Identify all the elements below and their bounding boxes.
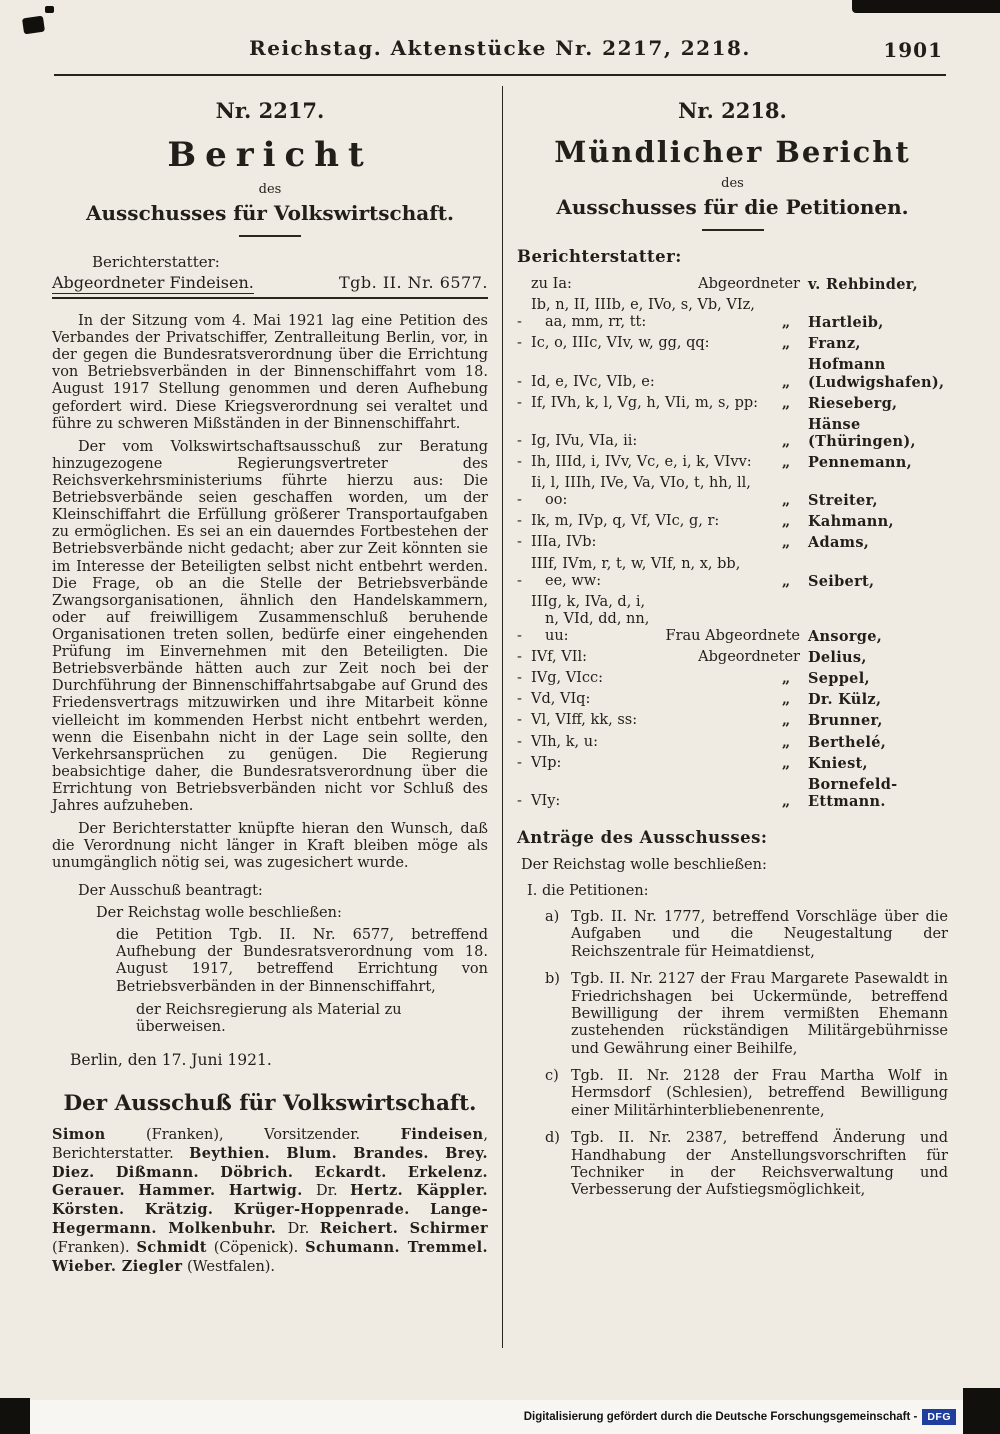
signatory-text: , Berichterstatter. [52,1126,488,1162]
signatory-name: Käppler. [416,1182,488,1200]
assignment-row [517,297,948,331]
assignment-row [517,556,948,590]
two-column-body [52,86,948,1366]
assignment-name-group [764,513,948,530]
scan-artifact [22,16,45,35]
signatory-text: (Westfalen). [182,1258,276,1275]
signatory-name: Schirmer [409,1220,488,1238]
journal-reference: Tgb. II. Nr. 6577. [338,273,488,292]
signatory-name: Simon [52,1125,106,1143]
assignment-name-group [764,454,948,471]
deputy-name: Berthelé, [808,733,887,751]
petition-item [517,1130,948,1200]
petition-letter: c) [545,1068,559,1085]
petition-section-codes: Id, e, IVc, VIb, e: [531,373,655,390]
petition-section-codes: VIh, k, u: [531,733,598,750]
ditto-mark: „ [781,572,791,590]
deputy-name: Brunner, [808,712,883,730]
rapporteur-name: Abgeordneter Findeisen. [52,273,254,292]
committee-signature-title: Der Ausschuß für Volkswirtschaft. [63,1090,477,1116]
signatory-name: Gerauer. [52,1182,139,1200]
decorative-rule [239,235,301,237]
dateline: Berlin, den 17. Juni 1921. [70,1050,272,1069]
petition-section-codes: IIIg, k, IVa, d, i, n, VId, dd, nn, uu: [531,593,650,644]
petition-section-codes: If, IVh, k, l, Vg, h, VIi, m, s, pp: [531,394,759,411]
list-dash: - [517,691,522,708]
list-dash: - [517,754,522,771]
assignment-name-group [666,628,948,645]
committee-name-left: Ausschusses für Volkswirtschaft. [85,201,455,225]
body-paragraph: In der Sitzung vom 4. Mai 1921 lag eine Petition des Verbandes der Privatschiffer, Zentralleitung Berlin, vor, in der gegen die Bundesratsverordnung über die Errichtung von Betriebsverbänden in der Binnenschiffahrt vom 18. August 1917 Stellung genommen und deren Aufhebung gefordert wird. Diese Kriegsverordnung sei veraltet und führe zu schweren Mißständen in der Binnenschiffahrt. [52,313,488,432]
assignment-name-group [764,755,948,772]
signatory-name: Molkenbuhr. [168,1220,288,1238]
signatory-text: (Franken), Vorsitzender. [105,1126,401,1143]
assignment-row [517,395,948,412]
signatory-name: Diez. [52,1163,116,1181]
assignment-row [517,594,948,645]
assignment-row [517,454,948,471]
signatory-name: Körsten. [52,1201,145,1219]
signatory-name: Hammer. [138,1182,229,1200]
assignment-name-group [764,335,948,352]
petition-section-codes: IVf, VIl: [531,649,587,666]
petition-item [517,909,948,961]
deputy-title: Frau Abgeordnete [665,627,800,644]
signatory-name: Lange-Hegermann. [52,1201,488,1238]
signatory-name: Wieber. [52,1257,122,1275]
rapporteur-assignments-list [517,276,948,810]
signatory-text: Dr. [287,1221,320,1238]
signatory-name: Dißmann. [115,1163,221,1181]
assignment-name-group [764,776,948,810]
dfg-logo: DFG [922,1409,956,1425]
deputy-name: Streiter, [808,492,878,510]
petition-text: Tgb. II. Nr. 2387, betreffend Änderung und Handhabung der Anstellungsvorschriften für Techniker in der Reichsverwaltung und Verbesserung der Aufstiegsmöglichkeit, [571,1130,948,1199]
motion-label: Der Ausschuß beantragt: [78,882,263,899]
assignment-name-group [764,670,948,687]
ditto-mark: „ [781,394,791,412]
deputy-name: Pennemann, [808,453,912,471]
assignment-row [517,649,948,666]
signatory-name: Reichert. [319,1220,410,1238]
petitions-list [517,909,948,1200]
petition-section-codes: Ic, o, IIIc, VIv, w, gg, qq: [531,335,710,352]
petition-section-codes: VIy: [531,792,561,809]
column-left [52,86,488,1366]
assignment-name-group [764,734,948,751]
deputy-name: Delius, [808,649,867,667]
assignment-row [517,691,948,708]
assignment-row [517,276,948,293]
ditto-mark: „ [781,754,791,772]
assignment-row [517,776,948,810]
petition-letter: d) [545,1130,560,1147]
petition-section-codes: Vl, VIff, kk, ss: [531,712,638,729]
assignment-name-group [764,395,948,412]
signatory-name: Hertz. [350,1182,417,1200]
signatory-name: Beythien. [189,1144,287,1162]
assignment-row [517,475,948,509]
scan-artifact [852,0,1000,13]
deputy-name: Bornefeld-Ettmann. [808,775,898,810]
signatory-name: Döbrich. [220,1163,315,1181]
rapporteur-label-left: Berichterstatter: [92,253,220,271]
doc-number-2217: Nr. 2217. [215,98,325,123]
petition-section-codes: IIIa, IVb: [531,534,597,551]
column-right [517,86,948,1366]
scan-artifact [0,1398,30,1434]
list-dash: - [517,670,522,687]
list-dash: - [517,733,522,750]
doc-number-2218: Nr. 2218. [678,98,787,123]
page-number: 1901 [883,38,943,62]
petition-section-codes: zu Ia: [531,276,572,292]
ditto-mark: „ [781,492,791,510]
assignment-row [517,513,948,530]
deputy-name: Seibert, [808,572,875,590]
list-dash: - [517,792,522,809]
ditto-mark: „ [781,373,791,391]
ditto-mark: „ [781,513,791,531]
ditto-mark: „ [781,792,791,810]
signatory-text: (Cöpenick). [206,1239,306,1256]
ditto-mark: „ [781,712,791,730]
deputy-name: Hänse (Thüringen), [808,415,916,450]
ditto-mark: „ [781,314,791,332]
list-dash: - [517,492,522,509]
list-dash: - [517,373,522,390]
rapporteur-row [52,273,488,294]
petition-section-codes: Ig, IVu, VIa, ii: [531,432,638,449]
motion-intro-left: Der Reichstag wolle beschließen: [96,904,342,921]
des-line-left: des [258,182,282,197]
signatory-name: Brandes. [353,1144,446,1162]
section-i-heading: I. die Petitionen: [527,882,649,899]
signatories [52,1126,488,1277]
assignment-name-group [698,276,948,293]
page-header [55,36,945,60]
petition-section-codes: Ii, l, IIIh, IVe, Va, VIo, t, hh, ll, oo: [531,475,751,509]
signatory-name: Eckardt. [314,1163,408,1181]
list-dash: - [517,534,522,551]
motions-heading: Anträge des Ausschusses: [517,827,768,847]
list-dash: - [517,572,522,589]
column-divider-rule [502,86,503,1348]
deputy-name: Kahmann, [808,513,894,531]
assignment-name-group [698,649,948,666]
running-head: Reichstag. Aktenstücke Nr. 2217, 2218. [249,36,751,60]
deputy-name: Hofmann (Ludwigshafen), [808,356,945,391]
petition-section-codes: Ih, IIId, i, IVv, Vc, e, i, k, VIvv: [531,453,752,470]
petition-section-codes: Ik, m, IVp, q, Vf, VIc, g, r: [531,513,720,530]
ditto-mark: „ [781,335,791,353]
ditto-mark: „ [781,432,791,450]
signatory-name: Krüger-Hoppenrade. [233,1201,431,1219]
petition-section-codes: Ib, n, II, IIIb, e, IVo, s, Vb, VIz, aa, mm, rr, tt: [531,297,755,331]
motion-item-2: der Reichsregierung als Material zu überweisen. [136,1002,402,1036]
assignment-row [517,712,948,729]
des-line-right: des [721,176,744,191]
motion-intro-right: Der Reichstag wolle beschließen: [521,856,767,873]
rapporteur-label-right: Berichterstatter: [517,247,682,266]
petition-text: Tgb. II. Nr. 2128 der Frau Martha Wolf in Hermsdorf (Schlesien), betreffend Bewilligung einer Militärhinterbliebenenrente, [571,1068,948,1119]
deputy-name: Adams, [808,534,870,552]
petition-item [517,1068,948,1120]
ditto-mark: „ [781,534,791,552]
assignment-row [517,335,948,352]
signatory-name: Tremmel. [407,1238,488,1256]
deputy-name: Franz, [808,335,861,353]
signatory-name: Schumann. [305,1238,408,1256]
deputy-name: Kniest, [808,754,868,772]
assignment-row [517,734,948,751]
signatory-name: Hartwig. [228,1182,317,1200]
body-paragraph: Der Berichterstatter knüpfte hieran den Wunsch, daß die Verordnung nicht länger in Kraft bleiben möge als unumgänglich nötig sei, was zugesichert wurde. [52,821,488,872]
committee-name-right: Ausschusses für die Petitionen. [556,195,909,219]
petition-letter: a) [545,908,560,925]
ditto-mark: „ [781,691,791,709]
assignment-name-group [764,314,948,331]
digitization-credit: Digitalisierung gefördert durch die Deutsche Forschungsgemeinschaft - [523,1411,918,1423]
signatory-name: Ziegler [121,1257,183,1275]
signatory-name: Erkelenz. [407,1163,488,1181]
signatory-name: Findeisen [400,1125,484,1143]
list-dash: - [517,394,522,411]
assignment-row [517,755,948,772]
list-dash: - [517,627,522,644]
decorative-rule [702,229,764,231]
ditto-mark: „ [781,670,791,688]
scan-artifact [45,6,54,13]
petition-item [517,971,948,1058]
scan-artifact [963,1388,1000,1434]
header-rule [54,74,946,76]
deputy-name: Ansorge, [808,627,883,645]
list-dash: - [517,453,522,470]
petition-section-codes: IIIf, IVm, r, t, w, VIf, n, x, bb, ee, ww: [531,555,741,589]
petition-letter: b) [545,971,560,988]
footer [0,1400,1000,1434]
list-dash: - [517,712,522,729]
assignment-row [517,534,948,551]
deputy-name: Dr. Külz, [808,691,882,709]
deputy-name: Seppel, [808,670,870,688]
signatory-name: Krätzig. [144,1201,234,1219]
petition-section-codes: Vd, VIq: [531,691,591,708]
assignment-row [517,416,948,450]
assignment-name-group [764,712,948,729]
assignment-row [517,356,948,390]
body-paragraph: Der vom Volkswirtschaftsausschuß zur Beratung hinzugezogene Regierungsvertreter des Reichsverkehrsministeriums führte hierzu aus: Die Betriebsverbände seien geschaffen worden, um der Kleinschiffahrt die Erfüllung größerer Transportaufgaben zu ermöglichen. Es sei an ein dauerndes Fortbestehen der Betriebsverbände nicht gedacht; aber zur Zeit könnten sie im Interesse der Beteiligten selbst nicht entbehrt werden. Die Frage, ob an die Stelle der Betriebsverbände Zwangsorganisationen, ähnlich den Handelskammern, oder auf freiwilligem Zusammenschluß beruhende Organisationen treten sollen, bedürfe einer eingehenden Prüfung im Einvernehmen mit den Beteiligten. Die Betriebsverbände hätten auch zur Zeit noch bei der Durchführung der Binnenschiffahrtsabgabe auf Grund des Friedensvertrags mitzuwirken und ihre Mitarbeit könne vielleicht im kommenden Herbst nicht entbehrt werden, wenn die Eisenbahn nicht in der Lage sein sollte, den Verkehrsansprüchen zu genügen. Die Regierung beabsichtige daher, die Bundesratsverordnung über die Errichtung von Betriebsverbänden nicht vor Schluß des Jahres aufzuheben. [52,438,488,815]
list-dash: - [517,314,522,331]
list-dash: - [517,432,522,449]
signatory-text: (Franken). [52,1239,137,1256]
assignment-name-group [764,492,948,509]
assignment-name-group [764,691,948,708]
report-title-2217: Bericht [167,135,373,175]
list-dash: - [517,335,522,352]
petition-text: Tgb. II. Nr. 2127 der Frau Margarete Pasewaldt in Friedrichshagen bei Uckermünde, betreffend Bewilligung der ihrem vermißten Ehemann zustehenden rückständigen Militärgebührnisse und Gewährung einer Beihilfe, [571,971,948,1057]
motion-item-1: die Petition Tgb. II. Nr. 6577, betreffend Aufhebung der Bundesratsverordnung vom 18. August 1917, betreffend Errichtung von Betriebsverbänden in der Binnenschiffahrt, [116,926,488,995]
assignment-name-group [764,416,948,450]
petition-section-codes: IVg, VIcc: [531,670,604,687]
signatory-name: Schmidt [136,1238,207,1256]
assignment-name-group [764,534,948,551]
deputy-title: Abgeordneter [698,649,800,666]
list-dash: - [517,649,522,666]
deputy-title: Abgeordneter [698,276,800,292]
signatory-text: Dr. [316,1183,351,1200]
signatory-name: Brey. [445,1144,488,1162]
ditto-mark: „ [781,733,791,751]
petition-section-codes: VIp: [531,754,562,771]
assignment-name-group [764,356,948,390]
rapporteur-block-left [52,253,488,299]
assignment-row [517,670,948,687]
deputy-name: Rieseberg, [808,394,898,412]
petition-text: Tgb. II. Nr. 1777, betreffend Vorschläge über die Aufgaben und die Neugestaltung der Reichszentrale für Heimatdienst, [571,908,948,960]
signatory-name: Blum. [286,1144,354,1162]
report-title-2218: Mündlicher Bericht [554,135,911,169]
list-dash: - [517,513,522,530]
deputy-name: Hartleib, [808,314,884,332]
assignment-name-group [764,573,948,590]
ditto-mark: „ [781,453,791,471]
left-body-paragraphs [52,313,488,873]
deputy-name: v. Rehbinder, [808,276,918,293]
